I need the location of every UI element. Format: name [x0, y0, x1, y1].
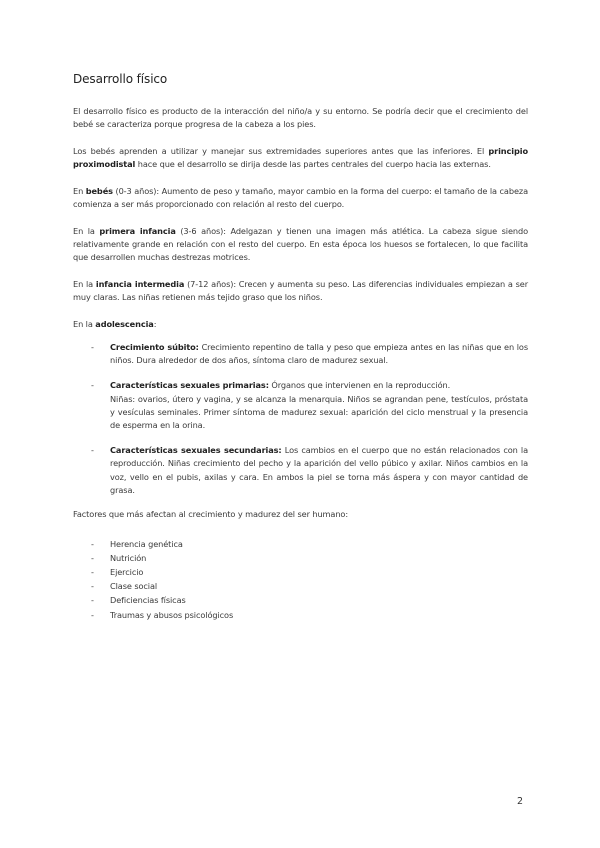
document-body [73, 72, 528, 635]
factors-list [73, 537, 528, 622]
paragraph-intro: El desarrollo físico es producto de la interacción del niño/a y su entorno. Se podría decir que el crecimiento del bebé se caracteriza porque progresa de la cabeza a los pies. [73, 106, 528, 130]
list-item: - Herencia genética [73, 537, 528, 551]
paragraph-middle-childhood: En la infancia intermedia (7-12 años): Crecen y aumenta su peso. Las diferencias individuales empiezan a ser muy claras. Las niñas retienen más tejido graso que los niños. [73, 278, 528, 303]
paragraph-factors-intro: Factores que más afectan al crecimiento y madurez del ser humano: [73, 509, 348, 520]
paragraph-proximodistal: Los bebés aprenden a utilizar y manejar sus extremidades superiores antes que las inferiores. El principio proximodistal hace que el desarrollo se dirija desde las partes centrales del cuerpo hacia las externas. [73, 145, 528, 170]
term-adolescence: adolescencia [95, 318, 154, 329]
list-item: - Ejercicio [73, 565, 528, 579]
list-item: - Características sexuales primarias: Órganos que intervienen en la reproducción. Niñas: ovarios, útero y vagina, y se alcanza la menarquia. Niños se agrandan pene, testículos, próstata y vesículas seminales. Primer síntoma de madurez sexual: aparición del ciclo menstrual y la presencia de esperma en la orina. [73, 379, 528, 432]
adolescence-list [73, 341, 528, 497]
list-item: - Clase social [73, 579, 528, 593]
list-item: - Nutrición [73, 551, 528, 565]
paragraph-babies: En bebés (0-3 años): Aumento de peso y tamaño, mayor cambio en la forma del cuerpo: el tamaño de la cabeza comienza a ser más proporcionado con relación al resto del cuerpo. [73, 185, 528, 210]
term-proximodistal: principio proximodistal [73, 145, 528, 170]
term-early-childhood: primera infancia [99, 225, 176, 236]
paragraph-early-childhood: En la primera infancia (3-6 años): Adelgazan y tienen una imagen más atlética. La cabeza sigue siendo relativamente grande en relación con el resto del cuerpo. En esta época los huesos se fortalecen, lo que facilita que desarrollen muchas destrezas motrices. [73, 225, 528, 263]
section-title: Desarrollo físico [73, 72, 168, 86]
page-number: 2 [517, 796, 524, 807]
list-item: - Deficiencias físicas [73, 593, 528, 607]
term-middle-childhood: infancia intermedia [95, 278, 185, 289]
list-item: - Características sexuales secundarias: Los cambios en el cuerpo que no están relacionados con la reproducción. Niñas crecimiento del pecho y la aparición del vello púbico y axilar. Niños cambios en la voz, vello en el pubis, axilas y cara. En ambos la piel se torna más áspera y con mayor cantidad de grasa. [73, 444, 528, 497]
list-item: - Crecimiento súbito: Crecimiento repentino de talla y peso que empieza antes en las niñas que en los niños. Dura alrededor de dos años, síntoma claro de madurez sexual. [73, 341, 528, 367]
list-item: - Traumas y abusos psicológicos [73, 608, 528, 622]
term-babies: bebés [85, 185, 113, 196]
paragraph-adolescence: En la adolescencia: [73, 318, 157, 329]
